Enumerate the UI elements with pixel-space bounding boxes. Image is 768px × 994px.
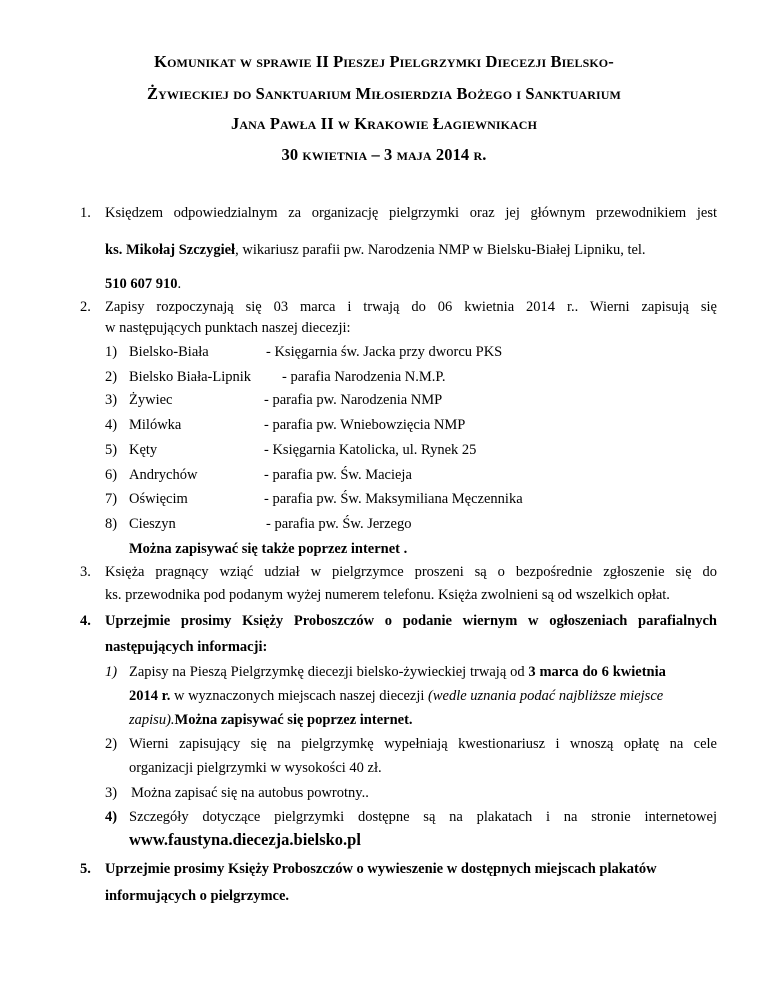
item-2-line-1: Zapisy rozpoczynają się 03 marca i trwają do 06 kwietnia 2014 r.. Wierni zapisują się	[105, 299, 717, 315]
title-dates: 30 kwietnia – 3 maja 2014 r.	[281, 145, 487, 164]
title-line-1: Komunikat w sprawie II Pieszej Pielgrzymki Diecezji Bielsko-	[154, 52, 614, 71]
item-2-line-2: w następujących punktach naszej diecezji:	[105, 320, 351, 336]
item-1-line-3: 510 607 910.	[105, 276, 182, 292]
item-4-line-1: Uprzejmie prosimy Księży Proboszczów o podanie wiernym w ogłoszeniach parafialnych	[105, 613, 717, 629]
item-3-line-1: Księża pragnący wziąć udział w pielgrzymce proszeni są o bezpośrednie zgłoszenie się do	[105, 564, 717, 580]
item-number: 5.	[80, 861, 91, 877]
sub-3-line-1: Można zapisać się na autobus powrotny..	[131, 785, 369, 801]
priest-name: ks. Mikołaj Szczygieł	[105, 242, 236, 258]
title-line-2: Żywieckiej do Sanktuarium Miłosierdzia Bożego i Sanktuarium	[147, 84, 621, 103]
item-number: 2.	[80, 299, 91, 315]
item-3-line-2: ks. przewodnika pod podanym wyżej numerem telefonu. Księża zwolnieni są od wszelkich opłat.	[105, 587, 670, 603]
sub-2-line-2: organizacji pielgrzymki w wysokości 40 zł.	[129, 760, 382, 776]
item-number: 4.	[80, 613, 91, 629]
sub-2-line-1: Wierni zapisujący się na pielgrzymkę wypełniają kwestionariusz i wnoszą opłatę na cele	[129, 736, 717, 752]
item-5-line-2: informujących o pielgrzymce.	[105, 888, 290, 904]
sub-number: 4)	[105, 809, 118, 825]
item-5-line-1: Uprzejmie prosimy Księży Proboszczów o wywieszenie w dostępnych miejscach plakatów	[105, 861, 657, 877]
item-number: 3.	[80, 564, 91, 580]
phone-number: 510 607 910	[105, 276, 178, 292]
item-number: 1.	[80, 205, 91, 221]
title-line-3: Jana Pawła II w Krakowie Łagiewnikach	[230, 114, 538, 133]
sub-number: 2)	[105, 736, 118, 752]
internet-note: Można zapisywać się także poprzez internet .	[129, 541, 408, 557]
item-4-line-2: następujących informacji:	[105, 639, 268, 655]
item-1-line-2: ks. Mikołaj Szczygieł, wikariusz parafii pw. Narodzenia NMP w Bielsku-Białej Lipniku, tel.	[105, 242, 646, 258]
sub-4-line-1: Szczegóły dotyczące pielgrzymki dostępne są na plakatach i na stronie internetowej	[129, 809, 717, 825]
sub-number: 1)	[105, 664, 118, 680]
sub-1-line-2: 2014 r. w wyznaczonych miejscach naszej diecezji (wedle uznania podać najbliższe miejsce	[129, 688, 664, 704]
item-1-line-1: Księdzem odpowiedzialnym za organizację pielgrzymki oraz jej głównym przewodnikiem jest	[105, 205, 717, 221]
website-link[interactable]: www.faustyna.diecezja.bielsko.pl	[129, 830, 361, 849]
sub-1-line-1: Zapisy na Pieszą Pielgrzymkę diecezji bielsko-żywieckiej trwają od 3 marca do 6 kwietnia	[129, 664, 666, 680]
sub-number: 3)	[105, 785, 118, 801]
sub-1-line-3: zapisu).Można zapisywać się poprzez internet.	[129, 712, 413, 728]
